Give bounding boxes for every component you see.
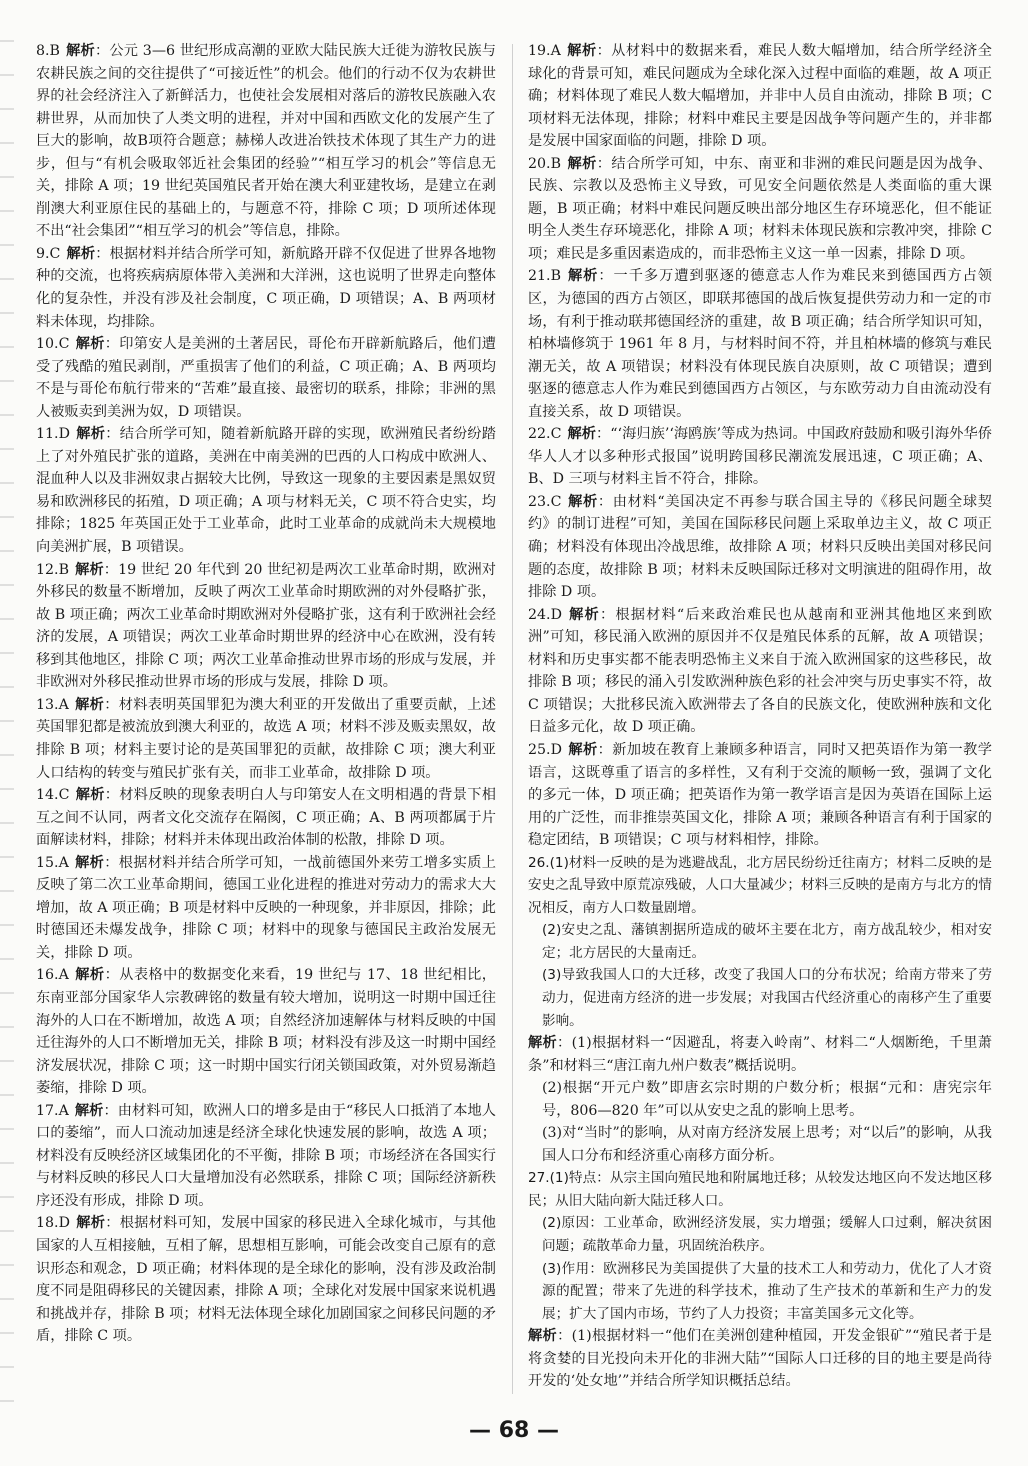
answer-14: 14.C 解析：材料反映的现象表明白人与印第安人在文明相遇的背景下相互之间不认同，两者文化交流存在隔阂，C 项正确；A、B 两项都属于片面解读材料，排除；材料并未体现出政治体制的松散，排除 D 项。: [36, 787, 496, 849]
column-divider: [512, 44, 513, 1394]
answer-20: 20.B 解析：结合所学可知，中东、南亚和非洲的难民问题是因为战争、民族、宗教以及恐怖主义导致，可见安全问题依然是人类面临的重大课题，B 项正确；材料中难民问题反映出部分地区生存环境恶化，但不能证明全人类生存环境恶化，排除 A 项；材料未体现民族和宗教冲突，排除 C 项；难民是多重因素造成的，而非恐怖主义这一单一因素，排除 D 项。: [528, 155, 992, 262]
answer-9: 9.C 解析：根据材料并结合所学可知，新航路开辟不仅促进了世界各地物种的交流，也将疾病病原体带入美洲和大洋洲，这也说明了世界走向整体化的复杂性，并没有涉及社会制度，C 项正确，D 项错误；A、B 两项材料未体现，均排除。: [36, 245, 496, 330]
answer-13: 13.A 解析：材料表明英国罪犯为澳大利亚的开发做出了重要贡献，上述英国罪犯都是被流放到澳大利亚的，故选 A 项；材料不涉及贩卖黑奴，故排除 B 项；材料主要讨论的是英国罪犯的贡献，故排除 C 项；澳大利亚人口结构的转变与殖民扩张有关，而非工业革命，故排除 D 项。: [36, 696, 496, 781]
answer-8: 8.B 解析：公元 3—6 世纪形成高潮的亚欧大陆民族大迁徙为游牧民族与农耕民族之间的交往提供了“可接近性”的机会。他们的行动不仅为农耕世界的社会经济注入了新鲜活力，也使社会发展相对落后的游牧民族融入农耕世界，从而加快了人类文明的进程，并对中国和西欧文化的发展产生了巨大的影响，故B项符合题意；赫梯人改进冶铁技术体现了其生产力的进步，但与“有机会吸取邻近社会集团的经验”“相互学习的机会”等信息无关，排除 A 项；19 世纪英国殖民者开始在澳大利亚建牧场，是建立在剥削澳大利亚原住民的基础上的，与题意不符，排除 C 项；D 项所述体现不出“社会集团”“相互学习的机会”等信息，排除。: [36, 43, 496, 240]
answer-27-part-3: (3)作用：欧洲移民为美国提供了大量的技术工人和劳动力，优化了人才资源的配置；带来了先进的科学技术，推动了生产技术的革新和生产力的发展；扩大了国内市场，节约了人力投资；丰富美国多元文化等。: [542, 1260, 992, 1322]
answer-24: 24.D 解析：根据材料“后来政治难民也从越南和亚洲其他地区来到欧洲”可知，移民涌入欧洲的原因并不仅是殖民体系的瓦解，故 A 项错误；材料和历史事实都不能表明恐怖主义来自于流入欧洲国家的这些移民，故排除 B 项；移民的涌入引发欧洲种族色彩的社会冲突与历史事实不符，故 C 项错误；大批移民流入欧洲带去了各自的民族文化，使欧洲种族和文化日益多元化，故 D 项正确。: [528, 606, 992, 736]
answer-22: 22.C 解析：“‘海归族’‘海鸥族’等成为热词。中国政府鼓励和吸引海外华侨华人人才以多种形式报国”说明跨国移民潮流发展迅速，C 项正确；A、B、D 三项与材料主旨不符合，排除。: [528, 426, 992, 488]
answer-27-analysis: 解析：(1)根据材料一“他们在美洲创建种植园，开发金银矿”“殖民者于是将贪婪的目光投向未开化的非洲大陆”“国际人口迁移的目的地主要是尚待开发的‘处女地’”并结合所学知识概括总结。: [528, 1328, 992, 1390]
left-column: [36, 40, 496, 1348]
answer-21: 21.B 解析：一千多万遭到驱逐的德意志人作为难民来到德国西方占领区，为德国的西方占领区，即联邦德国的战后恢复提供劳动力和一定的市场，有利于推动联邦德国经济的重建，故 B 项正确；结合所学知识可知，柏林墙修筑于 1961 年 8 月，与材料时间不符，并且柏林墙的修筑与难民潮无关，故 A 项错误；材料没有体现民族自决原则，故 C 项错误；遭到驱逐的德意志人作为难民到德国西方占领区，与东欧劳动力自由流动没有直接关系，故 D 项错误。: [528, 268, 992, 420]
right-column: [528, 40, 992, 1393]
answer-10: 10.C 解析：印第安人是美洲的土著居民，哥伦布开辟新航路后，他们遭受了残酷的殖民剥削，严重损害了他们的利益，C 项正确；A、B 两项均不是与哥伦布航行带来的“苦难”最直接、最密切的联系，排除；非洲的黑人被贩卖到美洲为奴，D 项错误。: [36, 336, 496, 420]
answer-11: 11.D 解析：结合所学可知，随着新航路开辟的实现，欧洲殖民者纷纷踏上了对外殖民扩张的道路，美洲在中南美洲的巴西的人口构成中欧洲人、混血种人以及非洲奴隶占据较大比例，导致这一现象的主要因素是黑奴贸易和欧洲移民的拓殖，D 项正确；A 项与材料无关，C 项不符合史实，均排除；1825 年英国正处于工业革命，此时工业革命的成就尚未大规模地向美洲扩展，B 项错误。: [36, 426, 496, 556]
answer-26-part-3: (3)导致我国人口的大迁移，改变了我国人口的分布状况；给南方带来了劳动力，促进南方经济的进一步发展；对我国古代经济重心的南移产生了重要影响。: [542, 967, 992, 1029]
page-edge-shadow: [0, 40, 14, 1420]
answer-27: [528, 1167, 992, 1325]
answer-25: 25.D 解析：新加坡在教育上兼顾多种语言，同时又把英语作为第一教学语言，这既尊重了语言的多样性，又有利于交流的顺畅一致，强调了文化的多元一体，D 项正确；把英语作为第一教学语言是因为英语在国际上运用的广泛性，而非推崇英国文化，排除 A 项；兼顾各种语言有利于国家的稳定团结，B 项错误；C 项与材料相悖，排除。: [528, 741, 992, 849]
answer-27-part-2: (2)原因：工业革命，欧洲经济发展，实力增强；缓解人口过剩，解决贫困问题；疏散革命力量，巩固统治秩序。: [542, 1215, 992, 1254]
answer-26-part-2: (2)安史之乱、藩镇割据所造成的破坏主要在北方，南方战乱较少，相对安定；北方居民的大量南迁。: [542, 922, 992, 961]
answer-19: 19.A 解析：从材料中的数据来看，难民人数大幅增加，结合所学经济全球化的背景可知，难民问题成为全球化深入过程中面临的难题，故 A 项正确；材料体现了难民人数大幅增加，并非中人员自由流动，排除 B 项；C 项材料无法体现，排除；材料中难民主要是因战争等问题产生的，并非都是发展中国家面临的问题，排除 D 项。: [528, 43, 992, 150]
answer-26-analysis: 解析：(1)根据材料一“因避乱，将妻入岭南”、材料二“人烟断绝，千里萧条”和材料三“唐江南九州户数表”概括说明。 (2)根据“开元户数”即唐玄宗时期的户数分析；根据“元和：唐宪宗年号，806—820 年”可以从安史之乱的影响上思考。 (3)对“当时”的影响，从对南方经济发展上思考；对“以后”的影响，从我国人口分布和经济重心南移方面分析。: [528, 1035, 992, 1164]
answer-26-part-1: 26.(1)材料一反映的是为逃避战乱，北方居民纷纷迁往南方；材料二反映的是安史之乱导致中原荒凉残破，人口大量减少；材料三反映的是南方与北方的情况相反，南方人口数量剧增。: [528, 854, 992, 916]
answer-27-part-1: 27.(1)特点：从宗主国向殖民地和附属地迁移；从较发达地区向不发达地区移民；从旧大陆向新大陆迁移人口。: [528, 1170, 992, 1209]
answer-16: 16.A 解析：从表格中的数据变化来看，19 世纪与 17、18 世纪相比，东南亚部分国家华人宗教碑铭的数量有较大增加，说明这一时期中国迁往海外的人口在不断增加，故选 A 项；自然经济加速解体与材料反映的中国迁往海外的人口不断增加无关，排除 B 项；材料没有涉及这一时期中国经济发展状况，排除 C 项；这一时期中国实行闭关锁国政策，对外贸易渐趋萎缩，排除 D 项。: [36, 967, 496, 1097]
page-number: — 68 —: [469, 1418, 559, 1443]
answer-12: 12.B 解析：19 世纪 20 年代到 20 世纪初是两次工业革命时期，欧洲对外移民的数量不断增加，反映了两次工业革命时期欧洲的对外侵略扩张，故 B 项正确；两次工业革命时期欧洲对外侵略扩张，这有利于欧洲社会经济的发展，A 项错误；两次工业革命时期世界的经济中心在欧洲，没有转移到其他地区，排除 C 项；两次工业革命推动世界市场的形成与发展，并非欧洲对外移民推动世界市场的形成与发展，排除 D 项。: [36, 561, 496, 691]
answer-23: 23.C 解析：由材料“美国决定不再参与联合国主导的《移民问题全球契约》的制订进程”可知，美国在国际移民问题上采取单边主义，故 C 项正确；材料没有体现出冷战思维，故排除 A 项；材料只反映出美国对移民问题的态度，故排除 B 项；材料未反映国际迁移对文明演进的阻碍作用，故排除 D 项。: [528, 493, 992, 601]
answer-15: 15.A 解析：根据材料并结合所学可知，一战前德国外来劳工增多实质上反映了第二次工业革命期间，德国工业化进程的推进对劳动力的需求大大增加，故 A 项正确；B 项是材料中反映的一种现象，并非原因，排除；此时德国还未爆发战争，排除 C 项；材料中的现象与德国民主政治发展无关，排除 D 项。: [36, 854, 496, 961]
answer-18: 18.D 解析：根据材料可知，发展中国家的移民进入全球化城市，与其他国家的人互相接触，互相了解，思想相互影响，可能会改变自己原有的意识形态和观念，D 项正确；材料体现的是全球化的影响，没有涉及政治制度不同是阻碍移民的关键因素，排除 A 项；全球化对发展中国家来说机遇和挑战并存，排除 B 项；材料无法体现全球化加剧国家之间移民问题的矛盾，排除 C 项。: [36, 1215, 496, 1345]
answer-17: 17.A 解析：由材料可知，欧洲人口的增多是由于“移民人口抵消了本地人口的萎缩”，而人口流动加速是经济全球化快速发展的影响，故选 A 项；材料没有反映经济区域集团化的不平衡，排除 B 项；市场经济在各国实行与材料反映的移民人口大量增加没有必然联系，排除 C 项；国际经济新秩序还没有形成，排除 D 项。: [36, 1102, 496, 1209]
answer-26: [528, 852, 992, 1032]
